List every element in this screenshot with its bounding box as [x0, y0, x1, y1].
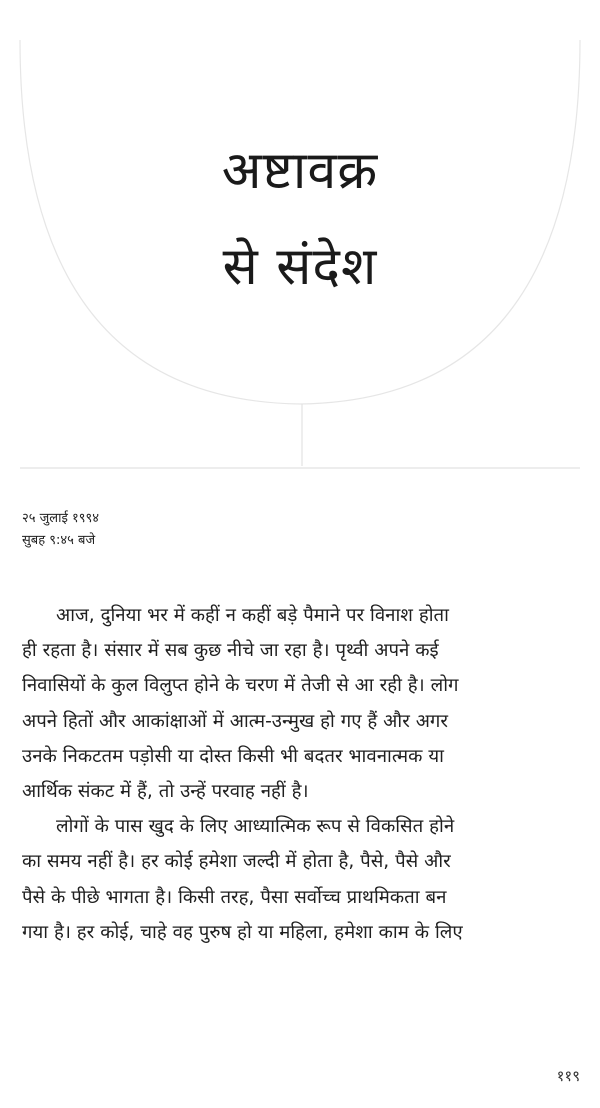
paragraph-1-line: उनके निकटतम पड़ोसी या दोस्त किसी भी बदतर भावनात्मक या — [22, 745, 444, 767]
dateline — [22, 508, 99, 552]
chapter-title-line-1: अष्टावक्र — [221, 140, 379, 201]
chapter-title — [0, 123, 600, 315]
paragraph-1-line: आज, दुनिया भर में कहीं न कहीं बड़े पैमाने पर विनाश होता — [56, 605, 449, 626]
dateline-date: २५ जुलाई १९९४ — [22, 511, 100, 526]
paragraph-2-line: पैसे के पीछे भागता है। किसी तरह, पैसा सर्वोच्च प्राथमिकता बन — [22, 886, 447, 908]
paragraph-1 — [22, 598, 594, 809]
paragraph-1-line: निवासियों के कुल विलुप्त होने के चरण में तेजी से आ रही है। लोग — [22, 675, 459, 697]
paragraph-2-line: का समय नहीं है। हर कोई हमेशा जल्दी में होता है, पैसे, पैसे और — [22, 851, 451, 873]
paragraph-1-line: अपने हितों और आकांक्षाओं में आत्म-उन्मुख हो गए हैं और अगर — [22, 710, 448, 732]
paragraph-1-line: आर्थिक संकट में हैं, तो उन्हें परवाह नहीं है। — [22, 781, 309, 803]
page-number: ११९ — [556, 1067, 580, 1085]
body-text — [22, 598, 594, 950]
dateline-time: सुबह ९:४५ बजे — [22, 533, 96, 548]
paragraph-2-line: लोगों के पास खुद के लिए आध्यात्मिक रूप से विकसित होने — [56, 816, 455, 838]
paragraph-1-line: ही रहता है। संसार में सब कुछ नीचे जा रहा है। पृथ्वी अपने कई — [22, 640, 439, 662]
paragraph-2 — [22, 809, 594, 950]
chapter-title-line-2: से संदेश — [222, 236, 378, 297]
paragraph-2-line: गया है। हर कोई, चाहे वह पुरुष हो या महिला, हमेशा काम के लिए — [22, 921, 463, 943]
